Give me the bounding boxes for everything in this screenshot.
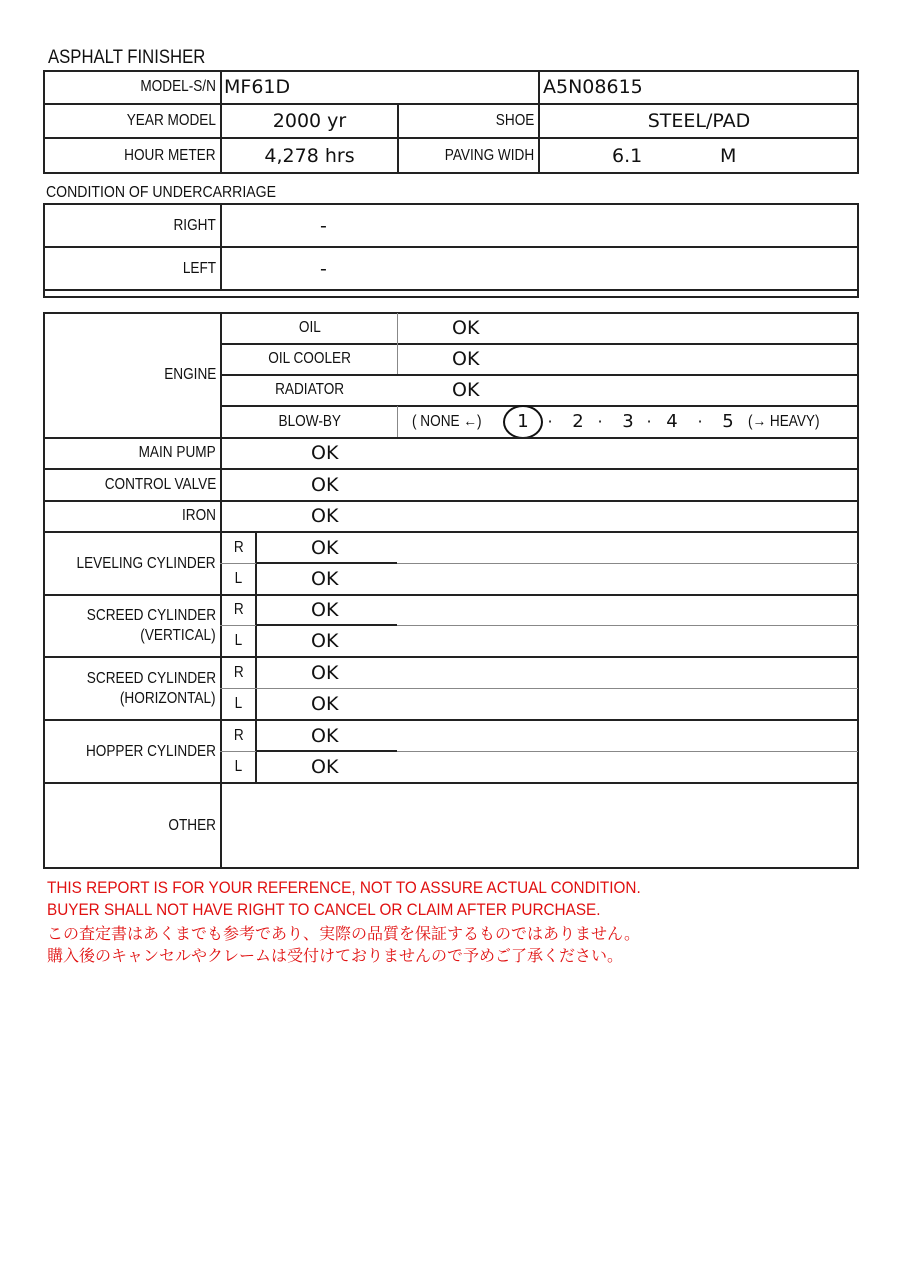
engine-label-cell: [43, 314, 220, 436]
year-model-label: YEAR MODEL: [126, 111, 216, 129]
divider: [397, 406, 398, 437]
blow-by-scale-start: ( NONE ←): [412, 412, 482, 430]
oil-label: OIL: [298, 319, 321, 336]
main-pump-label: MAIN PUMP: [138, 444, 216, 461]
hour-meter-label: HOUR METER: [124, 146, 216, 164]
engine-label: ENGINE: [163, 366, 216, 383]
screed-cylinder-horizontal-r-value: OK: [311, 661, 339, 684]
undercarriage-left-value: -: [320, 257, 327, 280]
paving-width-value-cell: [612, 138, 672, 173]
main-pump-label-cell: [43, 438, 220, 468]
serial-value: A5N08615: [543, 76, 643, 98]
blow-by-separator: ·: [697, 412, 703, 431]
cylinder-r-label: R: [233, 726, 244, 744]
screed-cylinder-horizontal-label-cell: [43, 658, 220, 719]
disclaimer-line-2: BUYER SHALL NOT HAVE RIGHT TO CANCEL OR CLAIM AFTER PURCHASE.: [47, 900, 601, 919]
hour-meter-label-cell: [43, 138, 220, 173]
screed-cylinder-vertical-l-value: OK: [311, 630, 339, 652]
blow-by-label: BLOW-BY: [278, 412, 341, 430]
paving-width-unit: M: [720, 144, 737, 167]
blow-by-label-cell: [222, 406, 397, 437]
shoe-cell: [540, 104, 858, 137]
blow-by-level-5: 5: [722, 411, 734, 432]
cylinder-l-label: L: [234, 632, 243, 649]
radiator-label-cell: [222, 375, 397, 405]
model-cell: [224, 71, 524, 103]
undercarriage-right-value-cell: [320, 205, 360, 246]
oil-value-cell: [452, 313, 532, 343]
blow-by-scale-start-cell: [412, 406, 502, 437]
model-sn-label: MODEL-S/N: [140, 78, 216, 95]
screed-cylinder-horizontal-label: SCREED CYLINDER: [86, 669, 216, 687]
year-model-cell: [222, 104, 397, 137]
control-valve-label-cell: [43, 470, 220, 500]
oil-cooler-value: OK: [452, 348, 480, 370]
screed-cylinder-vertical-label: SCREED CYLINDER: [86, 607, 216, 624]
blow-by-separator: ·: [597, 412, 603, 431]
document-title: ASPHALT FINISHER: [48, 47, 206, 68]
oil-cooler-value-cell: [452, 344, 532, 374]
leveling-cylinder-label-cell: [43, 533, 220, 594]
year-model-value: 2000 yr: [272, 109, 347, 132]
main-pump-value: OK: [311, 442, 339, 464]
shoe-label: SHOE: [495, 111, 534, 129]
blow-by-level-2: 2: [572, 411, 584, 432]
leveling-cylinder-r-value: OK: [311, 537, 339, 559]
year-model-label-cell: [43, 104, 220, 137]
oil-cooler-label-cell: [222, 344, 397, 374]
radiator-label: RADIATOR: [274, 381, 345, 398]
serial-cell: [543, 71, 843, 103]
undercarriage-right-label: RIGHT: [173, 216, 216, 234]
paving-width-unit-cell: [720, 138, 760, 173]
oil-cooler-label: OIL COOLER: [268, 350, 351, 367]
disclaimer-line-3: この査定書はあくまでも参考であり、実際の品質を保証するものではありません。: [47, 926, 640, 943]
screed-cylinder-vertical-sublabel: (VERTICAL): [140, 627, 216, 644]
other-value-cell: [226, 784, 846, 867]
leveling-cylinder-label: LEVELING CYLINDER: [76, 554, 216, 572]
paving-width-value: 6.1: [612, 144, 643, 167]
screed-cylinder-vertical-label-cell: [43, 596, 220, 656]
blow-by-level-4: 4: [666, 411, 678, 432]
screed-cylinder-horizontal-l-value: OK: [311, 693, 339, 715]
model-value: MF61D: [224, 76, 291, 98]
undercarriage-left-label: LEFT: [182, 259, 216, 277]
other-label-cell: [43, 784, 220, 867]
blow-by-level-3: 3: [622, 411, 634, 432]
paving-width-label-cell: [399, 138, 538, 173]
screed-cylinder-vertical-r-value: OK: [311, 599, 339, 621]
cylinder-l-label: L: [234, 758, 243, 775]
cylinder-l-label: L: [234, 695, 243, 712]
iron-label: IRON: [182, 507, 216, 524]
blow-by-separator: ·: [646, 412, 652, 431]
iron-value-cell: [311, 501, 391, 531]
undercarriage-right-label-cell: [43, 205, 220, 246]
iron-value: OK: [311, 505, 339, 527]
hopper-cylinder-r-value: OK: [311, 724, 339, 747]
blow-by-separator: ·: [547, 412, 553, 431]
control-valve-value: OK: [311, 474, 339, 496]
main-pump-value-cell: [311, 438, 391, 468]
oil-value: OK: [452, 317, 480, 339]
radiator-value-cell: [452, 375, 532, 405]
hopper-cylinder-l-value: OK: [311, 756, 339, 778]
undercarriage-right-value: -: [320, 214, 327, 237]
cylinder-r-label: R: [233, 601, 244, 618]
screed-cylinder-horizontal-sublabel: (HORIZONTAL): [120, 689, 216, 707]
other-label: OTHER: [168, 816, 216, 834]
divider: [220, 203, 222, 290]
cylinder-r-label: R: [233, 663, 244, 681]
iron-label-cell: [43, 501, 220, 531]
undercarriage-left-value-cell: [320, 248, 360, 289]
divider: [43, 289, 859, 291]
undercarriage-left-label-cell: [43, 248, 220, 289]
undercarriage-title: CONDITION OF UNDERCARRIAGE: [46, 184, 276, 201]
control-valve-value-cell: [311, 470, 391, 500]
blow-by-scale-end-cell: [748, 406, 848, 437]
model-sn-label-cell: [43, 71, 220, 103]
cylinder-l-label: L: [234, 570, 243, 587]
paving-width-label: PAVING WIDH: [444, 146, 534, 164]
shoe-label-cell: [399, 104, 538, 137]
divider: [397, 313, 398, 374]
cylinder-r-label: R: [233, 539, 244, 556]
blow-by-scale-end: (→ HEAVY): [748, 412, 820, 430]
hour-meter-cell: [222, 138, 397, 173]
disclaimer-line-4: 購入後のキャンセルやクレームは受付けておりませんので予めご了承ください。: [47, 948, 624, 965]
disclaimer-line-1: THIS REPORT IS FOR YOUR REFERENCE, NOT TO ASSURE ACTUAL CONDITION.: [47, 878, 641, 897]
shoe-value: STEEL/PAD: [647, 109, 751, 132]
oil-label-cell: [222, 313, 397, 343]
hopper-cylinder-label: HOPPER CYLINDER: [86, 742, 216, 760]
hopper-cylinder-label-cell: [43, 721, 220, 782]
hour-meter-value: 4,278 hrs: [264, 144, 355, 167]
control-valve-label: CONTROL VALVE: [104, 476, 216, 493]
radiator-value: OK: [452, 379, 480, 401]
blow-by-level-1: 1: [517, 411, 529, 432]
leveling-cylinder-l-value: OK: [311, 568, 339, 590]
